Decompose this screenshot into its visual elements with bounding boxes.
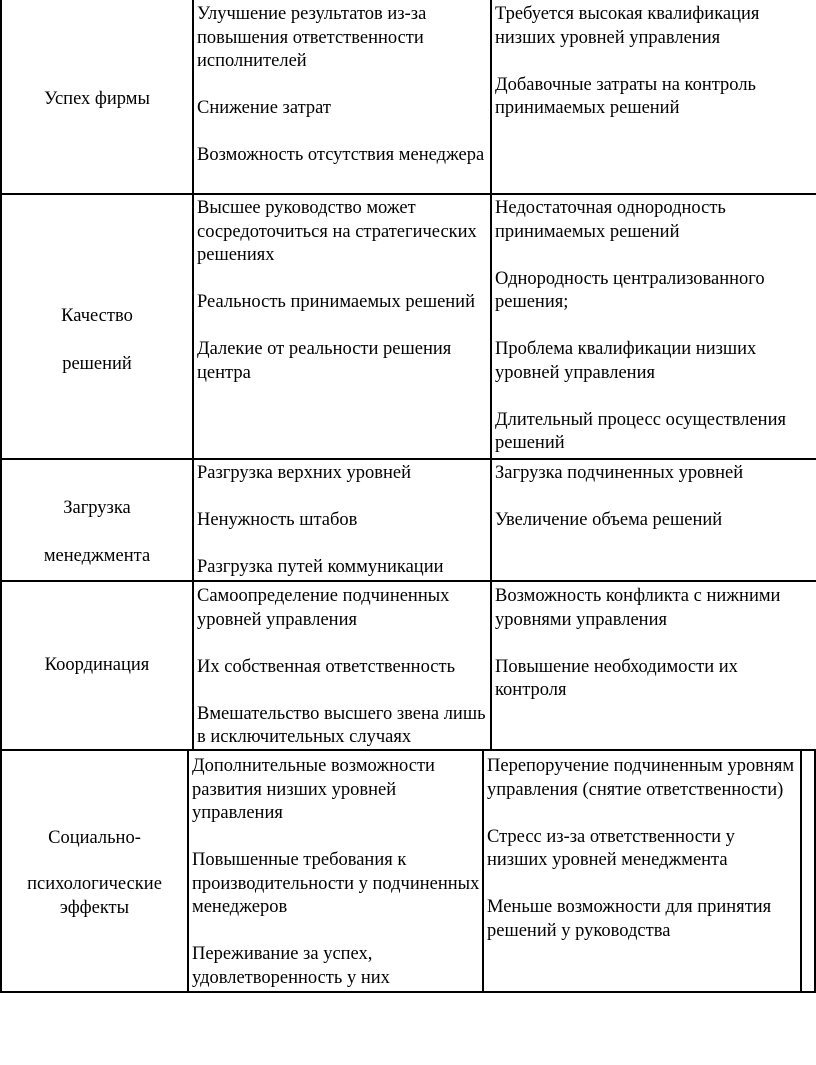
column-divider (490, 0, 492, 751)
disadvantage-item: Длительный процесс осуществления решений (495, 409, 786, 453)
disadvantage-item: Перепоручение подчиненным уровням управления (снятие ответственности) (487, 756, 795, 800)
row-divider (0, 458, 816, 460)
disadvantage-item: Меньше возможности для принятия решений у руководства (487, 897, 772, 941)
advantage-item: Переживание за успех, удовлетворенность у них (192, 944, 390, 988)
advantages-cell (197, 3, 489, 168)
disadvantage-item: Недостаточная однородность принимаемых решений (495, 198, 726, 242)
column-divider (800, 751, 802, 993)
disadvantage-item: Проблема квалификации низших уровней управления (495, 339, 757, 383)
advantages-cell (197, 585, 489, 750)
row-label-social-psychological-effects: Социально- психологические эффекты (27, 828, 162, 918)
disadvantage-item: Загрузка подчиненных уровней (495, 463, 744, 483)
disadvantage-item: Повышение необходимости их контроля (495, 656, 738, 700)
row-label-decision-quality: Качество решений (61, 306, 133, 374)
disadvantage-item: Однородность централизованного решения; (495, 268, 765, 312)
advantages-cell (192, 755, 481, 990)
column-divider (482, 751, 484, 993)
advantage-item: Их собственная ответственность (197, 656, 456, 677)
advantage-item: Вмешательство высшего звена лишь в исключительных случаях (197, 703, 486, 747)
row-label-management-load: Загрузка менеджмента (43, 498, 151, 566)
advantage-item: Разгрузка верхних уровней (197, 463, 412, 483)
disadvantages-cell (495, 462, 813, 533)
advantages-cell (197, 197, 489, 385)
disadvantages-cell (495, 3, 813, 121)
advantage-item: Ненужность штабов (197, 510, 358, 530)
column-divider (192, 0, 194, 751)
advantage-item: Дополнительные возможности развития низших уровней управления (192, 756, 435, 823)
advantage-item: Разгрузка путей коммуникации (197, 557, 444, 577)
row-divider (0, 193, 816, 195)
disadvantages-cell (495, 585, 813, 703)
disadvantages-cell (487, 755, 799, 943)
advantage-item: Улучшение результатов из-за повышения ответственности исполнителей (197, 4, 427, 71)
row-label-coordination: Координация (44, 655, 150, 675)
disadvantage-item: Добавочные затраты на контроль принимаемых решений (495, 74, 756, 118)
disadvantage-item: Требуется высокая квалификация низших уровней управления (495, 4, 760, 48)
disadvantages-cell (495, 197, 813, 456)
table-border-bottom (0, 991, 816, 993)
row-label-firm-success: Успех фирмы (44, 89, 150, 109)
disadvantage-item: Возможность конфликта с нижними уровнями управления (495, 586, 781, 630)
disadvantage-item: Увеличение объема решений (495, 510, 723, 530)
advantage-item: Высшее руководство может сосредоточиться на стратегических решениях (197, 198, 477, 265)
advantage-item: Возможность отсутствия менеджера (197, 145, 485, 165)
advantage-item: Реальность принимаемых решений (197, 292, 475, 312)
advantage-item: Самоопределение подчиненных уровней управления (197, 586, 450, 630)
disadvantage-item: Стресс из-за ответственности у низших уровней менеджмента (487, 826, 735, 870)
row-divider (0, 580, 816, 582)
advantages-cell (197, 462, 489, 580)
advantage-item: Повышенные требования к производительности у подчиненных менеджеров (192, 850, 480, 917)
column-divider (187, 751, 189, 993)
advantage-item: Далекие от реальности решения центра (197, 339, 452, 383)
advantage-item: Снижение затрат (197, 98, 331, 118)
